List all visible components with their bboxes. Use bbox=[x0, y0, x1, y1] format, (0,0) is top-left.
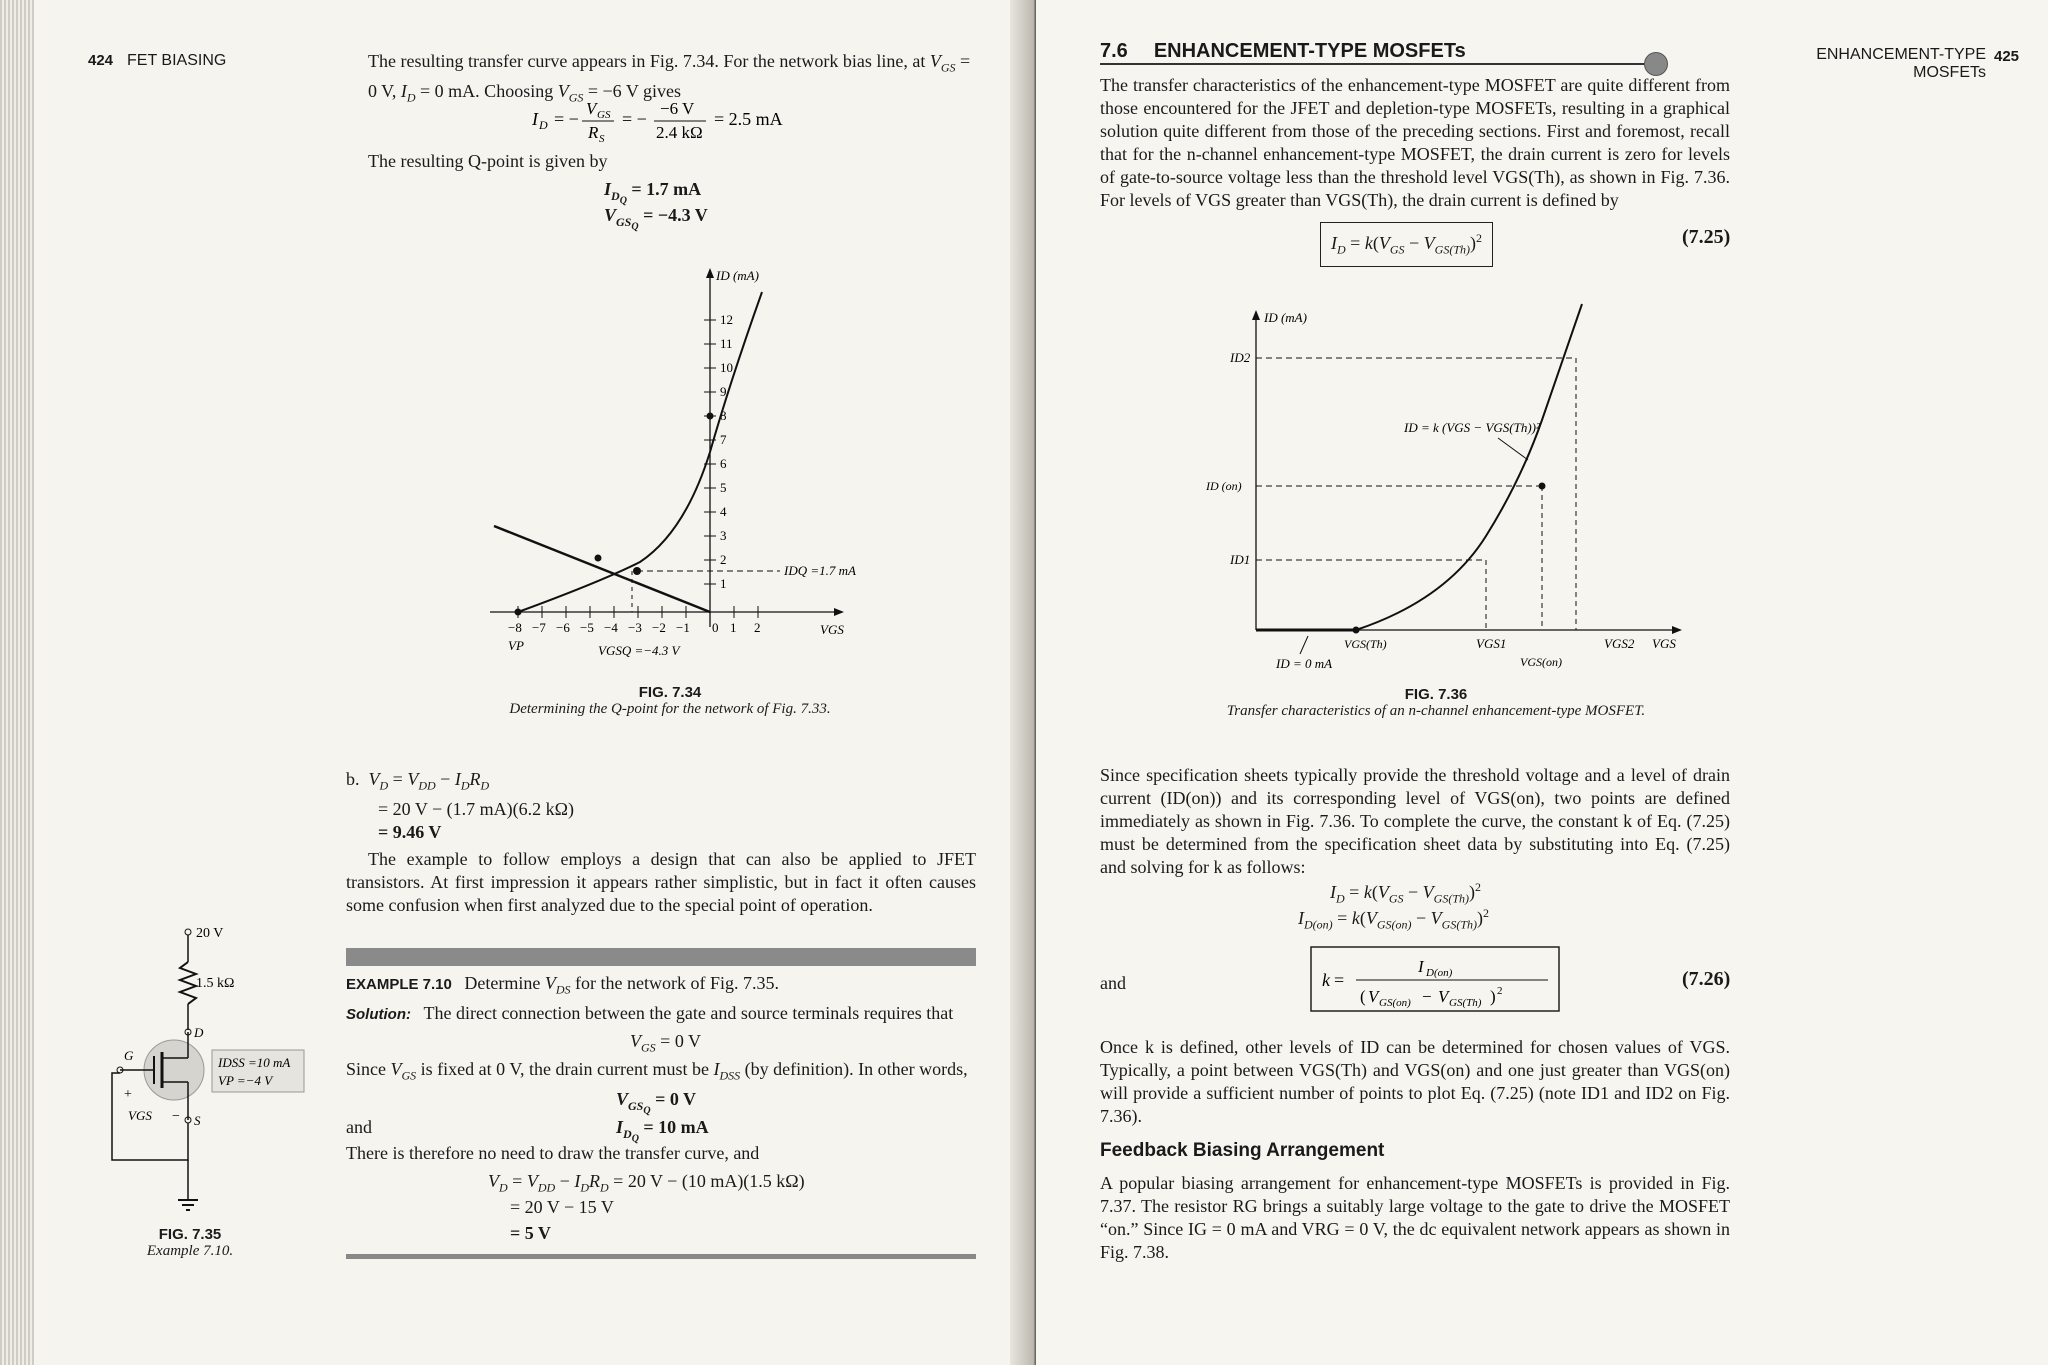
left-intro: The resulting transfer curve appears in Fig. 7.34. For the network bias line, at $V_{GS}$ = 0 V, $I_D = 0$ mA. Choosing $V_{GS} = -6$ V gives bbox=[368, 51, 971, 105]
svg-text:GS(Th): GS(Th) bbox=[1449, 997, 1482, 1009]
fig735-idss: IDSS =10 mA bbox=[218, 1055, 291, 1070]
left-header bbox=[88, 52, 226, 70]
example-label: EXAMPLE 7.10 bbox=[346, 976, 452, 993]
part-b: b. $V_D = V_{DD} - I_DR_D$ = 20 V − (1.7 mA)(6.2 kΩ) = 9.46 V bbox=[346, 769, 575, 842]
fig736-vgs: VGS bbox=[1652, 636, 1676, 651]
svg-text:=: = bbox=[1334, 970, 1345, 990]
svg-text:I: I bbox=[532, 109, 538, 129]
svg-text:1: 1 bbox=[730, 620, 737, 635]
right-page-number: 425 bbox=[1994, 48, 2020, 65]
fig734-x-label: VGS bbox=[820, 622, 844, 637]
fig736-curve-label: ID = k (VGS − VGS(Th))² bbox=[1404, 420, 1540, 435]
right-running-title-2: MOSFETs bbox=[1913, 64, 1986, 81]
page-edge bbox=[0, 0, 34, 1365]
part-b-line2: = 20 V − (1.7 mA)(6.2 kΩ) bbox=[378, 798, 575, 819]
fig-7-35-circuit bbox=[100, 920, 330, 1240]
svg-text:(: ( bbox=[1360, 987, 1366, 1006]
svg-text:I: I bbox=[1418, 957, 1424, 976]
q-point-intro: The resulting Q-point is given by bbox=[368, 151, 608, 171]
no-need-text: There is therefore no need to draw the transfer curve, and bbox=[346, 1143, 760, 1163]
section-number: 7.6 bbox=[1100, 40, 1128, 62]
example-prompt-line: EXAMPLE 7.10 Determine $V_{DS}$ for the network of Fig. 7.35. bbox=[346, 973, 779, 997]
svg-text:9: 9 bbox=[720, 384, 727, 399]
fig735-caption bbox=[120, 1226, 260, 1260]
svg-text:D(on): D(on) bbox=[1426, 967, 1453, 979]
fig735-vgs: VGS bbox=[128, 1108, 152, 1123]
svg-text:= −: = − bbox=[622, 109, 647, 129]
fig734-y-label: ID (mA) bbox=[716, 268, 759, 283]
svg-text:V: V bbox=[1368, 987, 1379, 1006]
left-running-title: FET BIASING bbox=[127, 52, 227, 69]
left-page-number: 424 bbox=[88, 52, 114, 69]
right-running-title-1: ENHANCEMENT-TYPE bbox=[1816, 46, 1986, 63]
section-heading bbox=[1100, 40, 1658, 65]
fig-7-36 bbox=[1176, 300, 1696, 680]
svg-text:−7: −7 bbox=[532, 620, 546, 635]
eq-vgsq-0: $V_{GS_Q} = 0$ V bbox=[616, 1089, 697, 1116]
svg-text:4: 4 bbox=[720, 504, 727, 519]
eq-7-25-number: (7.25) bbox=[1682, 226, 1731, 248]
fig734-y-ticks bbox=[704, 312, 733, 591]
svg-text:GS: GS bbox=[597, 109, 611, 121]
fig736-idon: ID (on) bbox=[1206, 479, 1242, 493]
solution-label: Solution: bbox=[346, 1006, 411, 1023]
part-b-line3: = 9.46 V bbox=[378, 821, 442, 842]
fig734-idq-label: IDQ =1.7 mA bbox=[784, 563, 856, 578]
and-label-left: and bbox=[346, 1117, 372, 1137]
eq-b: $I_{D(on)} = k(V_{GS(on)} - V_{GS(Th)})^2$ bbox=[1298, 906, 1489, 932]
right-page bbox=[1036, 0, 2048, 1365]
fig736-id2: ID2 bbox=[1230, 350, 1251, 365]
eq-7-26-number: (7.26) bbox=[1682, 968, 1731, 990]
eq-vd-3: = 5 V bbox=[510, 1223, 551, 1243]
fig735-g: G bbox=[124, 1048, 134, 1063]
svg-text:GS(on): GS(on) bbox=[1379, 997, 1411, 1009]
eq-vd-1: $V_D = V_{DD} - I_DR_D = 20$ V − (10 mA)(1.5 kΩ) bbox=[488, 1171, 805, 1195]
fig736-vgs2: VGS2 bbox=[1604, 636, 1635, 651]
para3: Once k is defined, other levels of ID can be determined for chosen values of VGS. Typically, a point between VGS(Th) and VGS(on) and one just greater than VGS(on) will provide a sufficient number of points to plot Eq. (7.25) (note ID1 and ID2 on Fig. 7.36). bbox=[1100, 1037, 1730, 1126]
svg-text:−1: −1 bbox=[676, 620, 690, 635]
fig736-subtitle: Transfer characteristics of an n-channel enhancement-type MOSFET. bbox=[1226, 703, 1646, 719]
fig734-caption bbox=[480, 684, 860, 718]
svg-text:11: 11 bbox=[720, 336, 733, 351]
fig735-rd: 1.5 kΩ bbox=[196, 976, 235, 991]
example-end-bar bbox=[346, 1254, 976, 1259]
fig735-vdd: 20 V bbox=[196, 926, 224, 941]
svg-text:2: 2 bbox=[1497, 985, 1503, 997]
fig736-transfer-curve bbox=[1356, 304, 1582, 630]
svg-text:V: V bbox=[1438, 987, 1449, 1006]
svg-text:2: 2 bbox=[754, 620, 761, 635]
svg-text:−4: −4 bbox=[604, 620, 618, 635]
svg-text:5: 5 bbox=[720, 480, 727, 495]
fig735-title: FIG. 7.35 bbox=[158, 1226, 222, 1243]
equation-id bbox=[530, 96, 810, 146]
fig736-id0: ID = 0 mA bbox=[1276, 656, 1333, 671]
svg-text:10: 10 bbox=[720, 360, 733, 375]
svg-text:D: D bbox=[539, 118, 548, 132]
fig735-s: S bbox=[194, 1113, 201, 1128]
solution-text: The direct connection between the gate and source terminals requires that bbox=[423, 1003, 954, 1023]
para1: The transfer characteristics of the enhancement-type MOSFET are quite different from those encountered for the JFET and depletion-type MOSFETs, resulting in a graphical solution quite different from those of the preceding sections. First and foremost, recall that for the n-channel enhancement-type MOSFET, the drain current is zero for levels of gate-to-source voltage less than the threshold level VGS(Th), as shown in Fig. 7.36. For levels of VGS greater than VGS(Th), the drain current is defined by bbox=[1100, 75, 1730, 210]
svg-text:−6: −6 bbox=[556, 620, 570, 635]
svg-text:7: 7 bbox=[720, 432, 727, 447]
vgsq-value: $V_{GS_Q} = -4.3$ V bbox=[604, 205, 708, 232]
svg-text:V: V bbox=[586, 99, 597, 118]
eq-a: $I_D = k(V_{GS} - V_{GS(Th)})^2$ bbox=[1330, 880, 1481, 906]
fig736-caption bbox=[1176, 686, 1696, 720]
svg-text:): ) bbox=[1490, 987, 1496, 1006]
fig734-x-ticks bbox=[508, 606, 761, 635]
fig735-vp: VP =−4 V bbox=[218, 1073, 273, 1088]
right-header bbox=[1786, 46, 1986, 82]
svg-text:−2: −2 bbox=[652, 620, 666, 635]
solution-line bbox=[346, 1002, 986, 1026]
fig736-y-label: ID (mA) bbox=[1264, 310, 1307, 325]
resistor-rd bbox=[180, 962, 196, 1004]
fig736-id1: ID1 bbox=[1230, 552, 1251, 567]
fig734-title: FIG. 7.34 bbox=[638, 684, 702, 701]
idq-value: $I_{D_Q} = 1.7$ mA bbox=[604, 179, 702, 206]
svg-text:6: 6 bbox=[720, 456, 727, 471]
svg-text:2.4 kΩ: 2.4 kΩ bbox=[656, 123, 703, 142]
example-bar bbox=[346, 948, 976, 966]
eq-vgs-0: $V_{GS} = 0$ V bbox=[630, 1031, 701, 1055]
eq-vd-2: = 20 V − 15 V bbox=[510, 1197, 614, 1217]
svg-text:−6 V: −6 V bbox=[660, 99, 695, 118]
fig735-d: D bbox=[194, 1025, 204, 1040]
svg-text:−3: −3 bbox=[628, 620, 642, 635]
and-label-right: and bbox=[1100, 973, 1126, 993]
svg-text:1: 1 bbox=[720, 576, 727, 591]
section-marker-icon bbox=[1644, 52, 1668, 76]
fig736-vgson: VGS(on) bbox=[1520, 655, 1562, 669]
fig-7-34 bbox=[480, 262, 860, 672]
svg-text:R: R bbox=[588, 123, 599, 142]
eq-idq-10: $I_{D_Q} = 10$ mA bbox=[616, 1117, 709, 1144]
fig734-bias-line bbox=[494, 526, 710, 612]
equation-id-svg bbox=[530, 96, 810, 146]
svg-text:12: 12 bbox=[720, 312, 733, 327]
svg-text:3: 3 bbox=[720, 528, 727, 543]
fig734-vgsq-label: VGSQ =−4.3 V bbox=[598, 643, 680, 658]
para4: A popular biasing arrangement for enhancement-type MOSFETs is provided in Fig. 7.37. The resistor RG brings a suitably large voltage to the gate to drive the MOSFET “on.” Since IG = 0 mA and VRG = 0 V, the dc equivalent network appears as shown in Fig. 7.38. bbox=[1100, 1173, 1730, 1262]
svg-text:−: − bbox=[172, 1109, 180, 1124]
fig734-subtitle: Determining the Q-point for the network of Fig. 7.33. bbox=[509, 701, 831, 717]
svg-text:−5: −5 bbox=[580, 620, 594, 635]
svg-text:= 2.5 mA: = 2.5 mA bbox=[714, 109, 783, 129]
svg-text:0: 0 bbox=[712, 620, 719, 635]
fig736-vgsth: VGS(Th) bbox=[1344, 637, 1387, 651]
svg-text:+: + bbox=[124, 1087, 132, 1102]
para-example-intro: The example to follow employs a design that can also be applied to JFET transistors. At first impression it appears rather simplistic, but in fact it often causes some confusion when first analyzed due to the special point of operation. bbox=[346, 849, 976, 915]
fig734-vp-label: VP bbox=[508, 638, 524, 653]
eq-7-26-box bbox=[1310, 946, 1560, 1012]
svg-text:8: 8 bbox=[720, 408, 727, 423]
svg-text:S: S bbox=[599, 133, 605, 145]
svg-text:k: k bbox=[1322, 970, 1330, 990]
para2: Since specification sheets typically provide the threshold voltage and a level of drain current (ID(on)) and its corresponding level of VGS(on), two points are defined immediately as shown in Fig. 7.36. To complete the curve, the constant k of Eq. (7.25) must be determined from the specification sheet data by substituting into Eq. (7.25) and solving for k as follows: bbox=[1100, 765, 1730, 877]
eq-7-25-box: $I_D = k(V_{GS} - V_{GS(Th)})^2$ bbox=[1320, 222, 1493, 267]
section-title: ENHANCEMENT-TYPE MOSFETs bbox=[1153, 40, 1466, 62]
svg-text:−8: −8 bbox=[508, 620, 522, 635]
fig735-subtitle: Example 7.10. bbox=[146, 1243, 234, 1259]
svg-text:= −: = − bbox=[554, 109, 579, 129]
svg-text:2: 2 bbox=[720, 552, 727, 567]
subheading-feedback: Feedback Biasing Arrangement bbox=[1100, 1140, 1385, 1161]
fig736-title: FIG. 7.36 bbox=[1404, 686, 1468, 703]
svg-text:−: − bbox=[1422, 987, 1432, 1006]
fig736-vgs1: VGS1 bbox=[1476, 636, 1507, 651]
since-text: Since $V_{GS}$ is fixed at 0 V, the drain current must be $I_{DSS}$ (by definition). In other words, bbox=[346, 1059, 968, 1083]
